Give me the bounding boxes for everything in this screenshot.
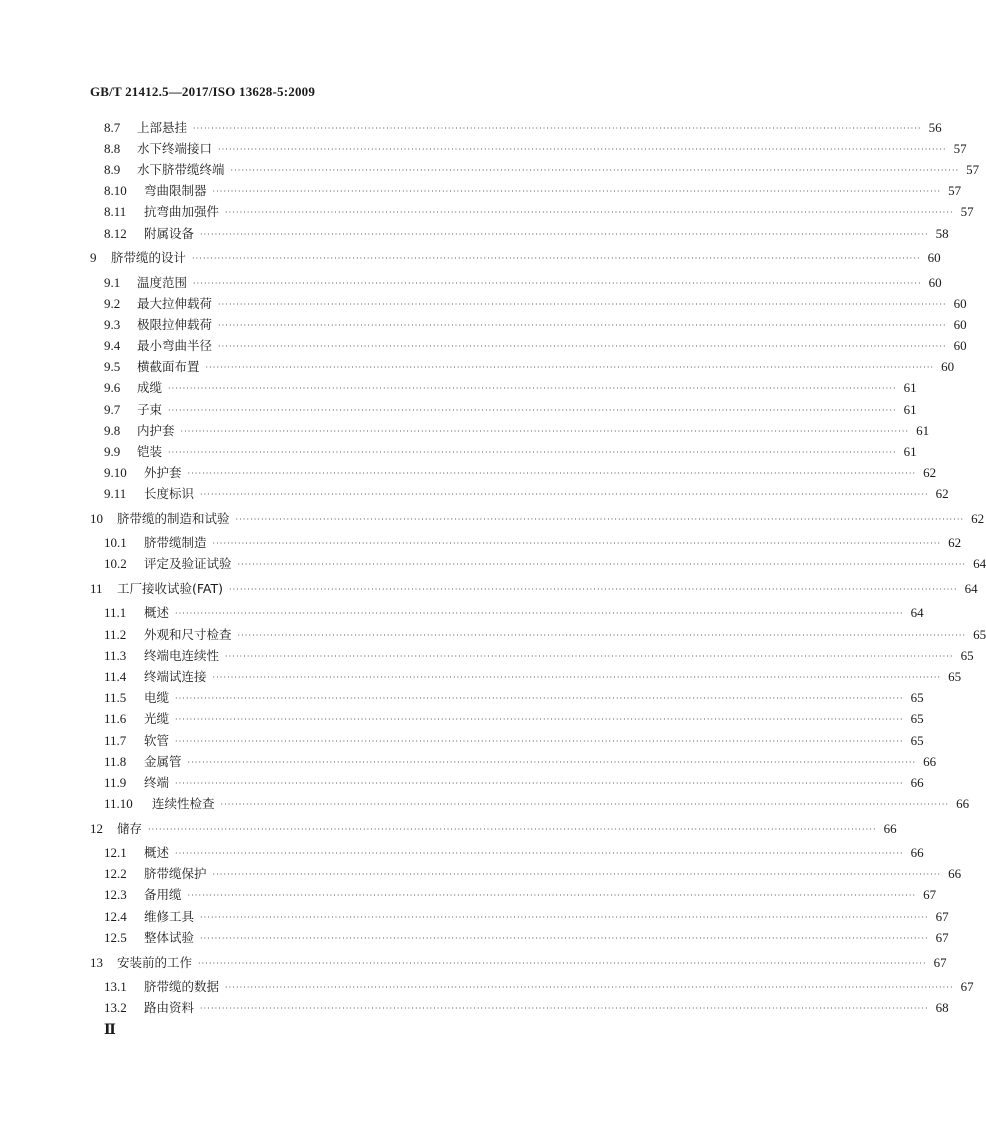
toc-entry-page: 65	[910, 711, 924, 726]
toc-entry[interactable]	[104, 401, 917, 419]
toc-entry-title: 软管	[144, 733, 170, 748]
toc-entry-title: 水下终端接口	[137, 141, 213, 156]
toc-entry-page: 60	[953, 317, 967, 332]
dot-leader: ········································································································································································································	[175, 609, 904, 618]
toc-entry-title: 抗弯曲加强件	[144, 204, 220, 219]
toc-entry-number: 9.5	[104, 359, 121, 374]
toc-entry[interactable]	[104, 358, 955, 376]
toc-entry-title: 横截面布置	[137, 359, 200, 374]
toc-entry-title: 温度范围	[137, 275, 188, 290]
toc-entry[interactable]	[104, 604, 924, 622]
toc-entry-number: 12.1	[104, 845, 127, 860]
dot-leader: ········································································································································································································	[187, 891, 917, 900]
toc-entry[interactable]	[90, 249, 941, 267]
toc-entry[interactable]	[104, 978, 974, 996]
toc-entry-number: 11.8	[104, 754, 127, 769]
toc-entry-number: 8.9	[104, 162, 121, 177]
toc-entry-title: 内护套	[137, 423, 175, 438]
toc-entry-page: 66	[910, 845, 924, 860]
toc-entry-page: 64	[910, 605, 924, 620]
toc-entry-page: 58	[935, 226, 949, 241]
toc-entry-page: 65	[910, 690, 924, 705]
dot-leader: ········································································································································································································	[192, 254, 921, 263]
toc-entry-number: 9.4	[104, 338, 121, 353]
toc-entry[interactable]	[104, 485, 949, 503]
toc-entry[interactable]	[104, 464, 937, 482]
toc-entry-page: 65	[910, 733, 924, 748]
dot-leader: ········································································································································································································	[220, 800, 950, 809]
toc-entry[interactable]	[90, 580, 978, 598]
toc-entry-page: 57	[966, 162, 980, 177]
toc-entry-page: 61	[903, 444, 917, 459]
toc-entry[interactable]	[104, 316, 967, 334]
toc-entry-page: 66	[923, 754, 937, 769]
toc-entry-title: 最小弯曲半径	[137, 338, 213, 353]
toc-entry-number: 9.10	[104, 465, 127, 480]
dot-leader: ········································································································································································································	[200, 934, 929, 943]
toc-entry-title: 成缆	[137, 380, 163, 395]
dot-leader: ········································································································································································································	[218, 145, 947, 154]
toc-entry-number: 10.2	[104, 556, 127, 571]
toc-entry-page: 68	[935, 1000, 949, 1015]
toc-entry-title: 外护套	[144, 465, 182, 480]
dot-leader: ········································································································································································································	[168, 448, 897, 457]
toc-entry-page: 64	[973, 556, 986, 571]
toc-entry-title: 维修工具	[144, 909, 195, 924]
toc-entry-page: 57	[953, 141, 967, 156]
toc-entry-number: 13.2	[104, 1000, 127, 1015]
toc-entry-number: 8.11	[104, 204, 127, 219]
toc-entry[interactable]	[90, 954, 947, 972]
toc-entry-page: 67	[960, 979, 974, 994]
toc-entry-number: 11.3	[104, 648, 127, 663]
toc-entry-title: 弯曲限制器	[144, 183, 207, 198]
document-header: GB/T 21412.5—2017/ISO 13628-5:2009	[90, 84, 316, 99]
toc-entry-page: 61	[916, 423, 930, 438]
toc-entry-page: 56	[928, 120, 942, 135]
toc-entry-number: 11.10	[104, 796, 133, 811]
toc-entry-number: 8.8	[104, 141, 121, 156]
toc-entry-number: 12.5	[104, 930, 127, 945]
toc-entry-title: 铠装	[137, 444, 163, 459]
toc-entry-title: 水下脐带缆终端	[137, 162, 225, 177]
dot-leader: ········································································································································································································	[212, 870, 942, 879]
toc-entry-page: 67	[923, 887, 937, 902]
toc-entry-number: 11.1	[104, 605, 127, 620]
toc-entry-number: 11.7	[104, 733, 127, 748]
toc-entry-title: 金属管	[144, 754, 182, 769]
dot-leader: ········································································································································································································	[237, 631, 967, 640]
toc-entry[interactable]	[104, 795, 970, 813]
toc-entry-page: 60	[953, 338, 967, 353]
dot-leader: ········································································································································································································	[187, 469, 917, 478]
toc-entry-page: 62	[923, 465, 937, 480]
toc-entry[interactable]	[104, 999, 949, 1017]
dot-leader: ········································································································································································································	[168, 406, 897, 415]
toc-entry-page: 66	[948, 866, 962, 881]
toc-entry-page: 61	[903, 380, 917, 395]
dot-leader: ········································································································································································································	[200, 230, 929, 239]
toc-entry[interactable]	[90, 820, 897, 838]
toc-entry-title: 光缆	[144, 711, 170, 726]
toc-entry[interactable]	[90, 510, 985, 528]
toc-entry-title: 终端电连续性	[144, 648, 220, 663]
toc-entry-title: 脐带缆制造	[144, 535, 207, 550]
dot-leader: ········································································································································································································	[187, 758, 917, 767]
toc-entry-number: 12	[90, 821, 103, 836]
toc-entry-title: 脐带缆的制造和试验	[117, 511, 230, 526]
toc-entry-number: 9.8	[104, 423, 121, 438]
toc-entry-number: 11.9	[104, 775, 127, 790]
dot-leader: ········································································································································································································	[225, 208, 954, 217]
toc-entry-page: 60	[953, 296, 967, 311]
toc-entry[interactable]	[104, 337, 967, 355]
toc-entry-number: 11.2	[104, 627, 127, 642]
toc-entry-title: 概述	[144, 605, 170, 620]
toc-entry-number: 9	[90, 250, 97, 265]
toc-entry[interactable]	[104, 295, 967, 313]
dot-leader: ········································································································································································································	[175, 715, 904, 724]
toc-entry-title: 上部悬挂	[137, 120, 188, 135]
dot-leader: ········································································································································································································	[229, 585, 958, 594]
toc-entry-title: 脐带缆保护	[144, 866, 207, 881]
dot-leader: ········································································································································································································	[235, 515, 965, 524]
dot-leader: ········································································································································································································	[212, 673, 942, 682]
toc-entry-page: 67	[935, 930, 949, 945]
toc-entry-page: 66	[956, 796, 970, 811]
toc-entry-page: 62	[948, 535, 962, 550]
toc-entry[interactable]	[104, 274, 942, 292]
toc-entry[interactable]	[104, 886, 937, 904]
toc-entry-page: 60	[928, 275, 942, 290]
toc-entry[interactable]	[104, 203, 974, 221]
toc-entry-title: 外观和尺寸检查	[144, 627, 232, 642]
dot-leader: ········································································································································································································	[225, 652, 954, 661]
dot-leader: ········································································································································································································	[148, 825, 877, 834]
toc-entry[interactable]	[104, 865, 962, 883]
toc-entry-number: 10.1	[104, 535, 127, 550]
dot-leader: ········································································································································································································	[180, 427, 910, 436]
toc-entry[interactable]	[104, 555, 986, 573]
toc-entry-number: 12.2	[104, 866, 127, 881]
dot-leader: ········································································································································································································	[225, 983, 954, 992]
toc-entry-page: 65	[948, 669, 962, 684]
dot-leader: ········································································································································································································	[218, 342, 947, 351]
toc-entry-title: 最大拉伸载荷	[137, 296, 213, 311]
toc-entry-page: 57	[948, 183, 962, 198]
dot-leader: ········································································································································································································	[175, 779, 904, 788]
toc-entry-title: 评定及验证试验	[144, 556, 232, 571]
toc-entry-title: 整体试验	[144, 930, 195, 945]
toc-entry[interactable]	[104, 689, 924, 707]
toc-entry[interactable]	[104, 929, 949, 947]
toc-entry-title: 储存	[117, 821, 143, 836]
toc-entry-number: 8.10	[104, 183, 127, 198]
toc-entry[interactable]	[104, 140, 967, 158]
toc-entry[interactable]	[104, 908, 949, 926]
toc-entry[interactable]	[104, 534, 962, 552]
toc-entry[interactable]	[104, 182, 962, 200]
toc-entry-page: 62	[935, 486, 949, 501]
toc-entry-title: 终端	[144, 775, 170, 790]
toc-entry-number: 11.5	[104, 690, 127, 705]
toc-entry-number: 13	[90, 955, 103, 970]
toc-entry-title: 安装前的工作	[117, 955, 193, 970]
toc-entry-number: 11.6	[104, 711, 127, 726]
toc-entry-number: 12.3	[104, 887, 127, 902]
toc-entry-number: 9.11	[104, 486, 127, 501]
toc-entry-number: 13.1	[104, 979, 127, 994]
toc-entry[interactable]	[104, 732, 924, 750]
toc-entry-number: 10	[90, 511, 103, 526]
toc-entry-page: 66	[910, 775, 924, 790]
toc-entry[interactable]	[104, 443, 917, 461]
toc-entry-page: 65	[973, 627, 986, 642]
dot-leader: ········································································································································································································	[230, 166, 960, 175]
toc-entry[interactable]	[104, 422, 930, 440]
dot-leader: ········································································································································································································	[212, 539, 942, 548]
toc-entry-page: 62	[971, 511, 985, 526]
toc-entry[interactable]	[104, 753, 937, 771]
toc-entry-title: 工厂接收试验(FAT)	[117, 581, 224, 596]
toc-entry-title: 连续性检查	[152, 796, 215, 811]
dot-leader: ········································································································································································································	[200, 1004, 929, 1013]
dot-leader: ········································································································································································································	[198, 959, 927, 968]
toc-entry[interactable]	[104, 225, 949, 243]
toc-entry-title: 脐带缆的数据	[144, 979, 220, 994]
toc-entry-page: 66	[883, 821, 897, 836]
toc-entry-title: 脐带缆的设计	[111, 250, 187, 265]
toc-entry-number: 9.9	[104, 444, 121, 459]
toc-entry-number: 11.4	[104, 669, 127, 684]
dot-leader: ········································································································································································································	[193, 124, 922, 133]
toc-entry-number: 11	[90, 581, 103, 596]
dot-leader: ········································································································································································································	[218, 321, 947, 330]
toc-entry[interactable]	[104, 668, 962, 686]
toc-entry-number: 9.7	[104, 402, 121, 417]
toc-entry-title: 附属设备	[144, 226, 195, 241]
dot-leader: ········································································································································································································	[237, 560, 967, 569]
toc-entry-page: 60	[941, 359, 955, 374]
toc-entry-number: 9.1	[104, 275, 121, 290]
toc-entry[interactable]	[104, 379, 917, 397]
toc-entry-number: 8.12	[104, 226, 127, 241]
toc-entry-title: 路由资料	[144, 1000, 195, 1015]
toc-entry[interactable]	[104, 161, 980, 179]
dot-leader: ········································································································································································································	[175, 737, 904, 746]
toc-entry-page: 64	[964, 581, 978, 596]
dot-leader: ········································································································································································································	[193, 279, 922, 288]
toc-entry-title: 备用缆	[144, 887, 182, 902]
toc-entry[interactable]	[104, 774, 924, 792]
dot-leader: ········································································································································································································	[175, 849, 904, 858]
toc-entry[interactable]	[104, 119, 942, 137]
toc-entry-title: 极限拉伸载荷	[137, 317, 213, 332]
dot-leader: ········································································································································································································	[200, 913, 929, 922]
toc-entry-title: 长度标识	[144, 486, 195, 501]
dot-leader: ········································································································································································································	[212, 187, 942, 196]
dot-leader: ········································································································································································································	[168, 384, 897, 393]
dot-leader: ········································································································································································································	[175, 694, 904, 703]
toc-entry-page: 61	[903, 402, 917, 417]
toc-entry-number: 9.2	[104, 296, 121, 311]
toc-entry-page: 57	[960, 204, 974, 219]
toc-entry-page: 67	[935, 909, 949, 924]
dot-leader: ········································································································································································································	[205, 363, 935, 372]
toc-entry[interactable]	[104, 710, 924, 728]
toc-entry-number: 9.6	[104, 380, 121, 395]
toc-entry-page: 65	[960, 648, 974, 663]
toc-entry-number: 12.4	[104, 909, 127, 924]
toc-entry-page: 60	[927, 250, 941, 265]
toc-entry[interactable]	[104, 844, 924, 862]
toc-entry-number: 8.7	[104, 120, 121, 135]
dot-leader: ········································································································································································································	[218, 300, 947, 309]
dot-leader: ········································································································································································································	[200, 490, 929, 499]
toc-entry-number: 9.3	[104, 317, 121, 332]
toc-entry-page: 67	[933, 955, 947, 970]
toc-entry-title: 电缆	[144, 690, 170, 705]
toc-entry[interactable]	[104, 626, 986, 644]
toc-entry-title: 子束	[137, 402, 163, 417]
toc-entry[interactable]	[104, 647, 974, 665]
toc-entry-title: 概述	[144, 845, 170, 860]
toc-entry-title: 终端试连接	[144, 669, 207, 684]
page-number-footer: Ⅱ	[104, 1023, 116, 1038]
